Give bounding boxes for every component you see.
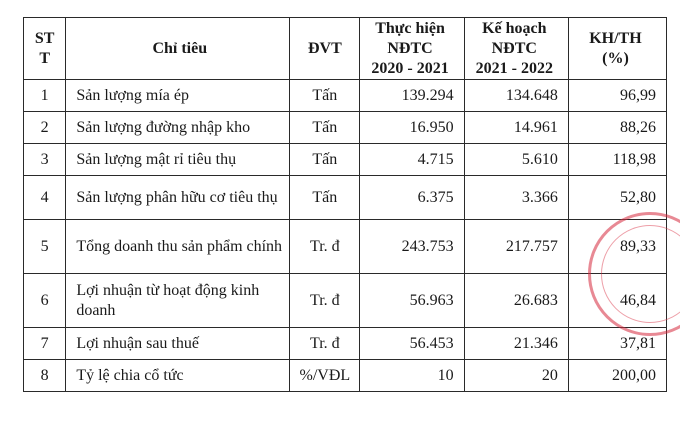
row-name: Tổng doanh thu sản phẩm chính bbox=[66, 220, 290, 274]
header-unit: ĐVT bbox=[290, 18, 360, 80]
row-unit: Tấn bbox=[290, 176, 360, 220]
row-name: Sản lượng mía ép bbox=[66, 80, 290, 112]
table-row bbox=[24, 80, 667, 112]
row-stt: 6 bbox=[24, 274, 66, 328]
row-name: Tỷ lệ chia cổ tức bbox=[66, 360, 290, 392]
row-plan: 14.961 bbox=[464, 112, 568, 144]
table-row bbox=[24, 144, 667, 176]
row-name: Sản lượng đường nhập kho bbox=[66, 112, 290, 144]
row-plan: 3.366 bbox=[464, 176, 568, 220]
table-row bbox=[24, 360, 667, 392]
row-unit: Tấn bbox=[290, 112, 360, 144]
row-plan: 5.610 bbox=[464, 144, 568, 176]
table-row bbox=[24, 220, 667, 274]
row-actual: 16.950 bbox=[360, 112, 464, 144]
header-plan: Kế hoạch NĐTC 2021 - 2022 bbox=[464, 18, 568, 80]
table-row bbox=[24, 176, 667, 220]
row-unit: Tấn bbox=[290, 80, 360, 112]
row-ratio: 88,26 bbox=[568, 112, 666, 144]
row-stt: 7 bbox=[24, 328, 66, 360]
row-stt: 4 bbox=[24, 176, 66, 220]
header-name: Chỉ tiêu bbox=[66, 18, 290, 80]
row-actual: 4.715 bbox=[360, 144, 464, 176]
table-row bbox=[24, 328, 667, 360]
row-actual: 6.375 bbox=[360, 176, 464, 220]
row-stt: 2 bbox=[24, 112, 66, 144]
row-ratio: 200,00 bbox=[568, 360, 666, 392]
row-unit: Tấn bbox=[290, 144, 360, 176]
row-ratio: 37,81 bbox=[568, 328, 666, 360]
row-actual: 56.963 bbox=[360, 274, 464, 328]
row-actual: 56.453 bbox=[360, 328, 464, 360]
row-ratio: 118,98 bbox=[568, 144, 666, 176]
row-ratio: 96,99 bbox=[568, 80, 666, 112]
table-row bbox=[24, 112, 667, 144]
row-unit: Tr. đ bbox=[290, 274, 360, 328]
row-actual: 139.294 bbox=[360, 80, 464, 112]
table-row bbox=[24, 274, 667, 328]
row-stt: 3 bbox=[24, 144, 66, 176]
row-stt: 1 bbox=[24, 80, 66, 112]
row-ratio: 89,33 bbox=[568, 220, 666, 274]
row-ratio: 46,84 bbox=[568, 274, 666, 328]
row-name: Lợi nhuận từ hoạt động kinh doanh bbox=[66, 274, 290, 328]
row-actual: 10 bbox=[360, 360, 464, 392]
row-name: Lợi nhuận sau thuế bbox=[66, 328, 290, 360]
header-actual: Thực hiện NĐTC 2020 - 2021 bbox=[360, 18, 464, 80]
table-header-row bbox=[24, 18, 667, 80]
row-unit: %/VĐL bbox=[290, 360, 360, 392]
row-ratio: 52,80 bbox=[568, 176, 666, 220]
row-stt: 8 bbox=[24, 360, 66, 392]
row-unit: Tr. đ bbox=[290, 220, 360, 274]
row-actual: 243.753 bbox=[360, 220, 464, 274]
row-plan: 217.757 bbox=[464, 220, 568, 274]
row-stt: 5 bbox=[24, 220, 66, 274]
header-ratio: KH/TH (%) bbox=[568, 18, 666, 80]
row-plan: 20 bbox=[464, 360, 568, 392]
row-name: Sản lượng mật rỉ tiêu thụ bbox=[66, 144, 290, 176]
row-name: Sản lượng phân hữu cơ tiêu thụ bbox=[66, 176, 290, 220]
row-plan: 26.683 bbox=[464, 274, 568, 328]
header-stt: ST T bbox=[24, 18, 66, 80]
row-unit: Tr. đ bbox=[290, 328, 360, 360]
row-plan: 134.648 bbox=[464, 80, 568, 112]
indicator-table bbox=[23, 17, 667, 392]
row-plan: 21.346 bbox=[464, 328, 568, 360]
